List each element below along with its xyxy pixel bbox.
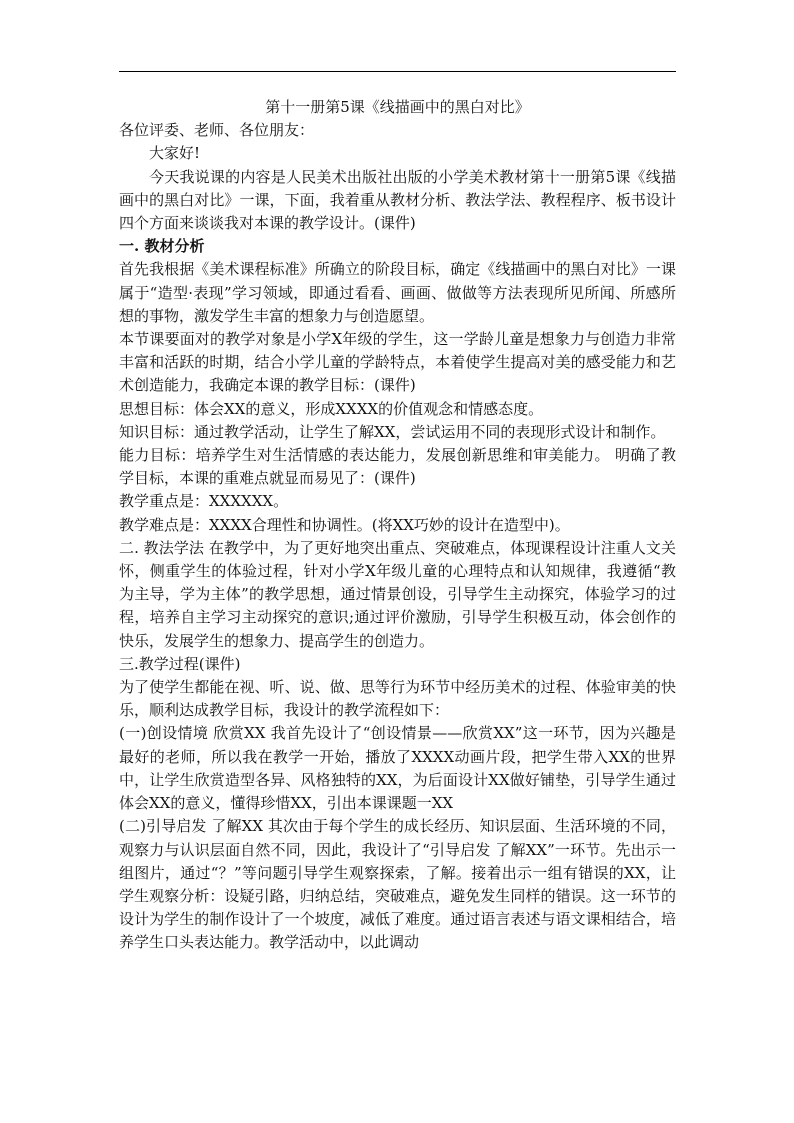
goal-thought: 思想目标：体会XX的意义，形成XXXX的价值观念和情感态度。 — [119, 399, 544, 418]
document-title: 第十一册第5课《线描画中的黑白对比》 — [265, 98, 530, 116]
analysis-paragraph-2: 本节课要面对的教学对象是小学X年级的学生，这一学龄儿童是想象力与创造力非常丰富和活跃的时期，结合小学儿童的学龄特点，本着使学生提高对美的感受能力和艺术创造能力，我确定本课的教学目标：(课件) — [119, 330, 676, 395]
salutation: 各位评委、老师、各位朋友： — [119, 121, 315, 140]
difficult-point: 教学难点是：XXXX合理性和协调性。(将XX巧妙的设计在造型中)。 — [119, 515, 570, 534]
process-intro: 为了使学生都能在视、听、说、做、思等行为环节中经历美术的过程、体验审美的快乐，顺利达成教学目标，我设计的教学流程如下： — [119, 678, 676, 720]
section-methods: 二. 教法学法 在教学中，为了更好地突出重点、突破难点，体现课程设计注重人文关怀，侧重学生的体验过程，针对小学X年级儿童的心理特点和认知规律，我遵循“教为主导，学为主体”的教学思想，通过情景创设，引导学生主动探究，体验学习的过程，培养自主学习主动探究的意识;通过评价激励，引导学生积极互动，体会创作的快乐，发展学生的想象力、提高学生的创造力。 — [119, 538, 676, 650]
goal-knowledge: 知识目标：通过教学活动，让学生了解XX，尝试运用不同的表现形式设计和制作。 — [119, 422, 666, 441]
intro-paragraph: 今天我说课的内容是人民美术出版社出版的小学美术教材第十一册第5课《线描画中的黑白对比》一课，下面，我着重从教材分析、教法学法、教程程序、板书设计四个方面来谈谈我对本课的教学设计。(课件) — [119, 167, 676, 233]
process-step-2: (二)引导启发 了解XX 其次由于每个学生的成长经历、知识层面、生活环境的不同，观察力与认识层面自然不同，因此，我设计了“引导启发 了解XX”一环节。先出示一组图片，通过“？”等问题引导学生观察探索，了解。接着出示一组有错误的XX，让学生观察分析：设疑引路，归纳总结，突破难点，避免发生同样的错误。这一环节的设计为学生的制作设计了一个坡度，减低了难度。通过语言表述与语文课相结合，培养学生口头表达能力。教学活动中，以此调动 — [119, 817, 676, 952]
process-step-1: (一)创设情境 欣赏XX 我首先设计了“创设情景——欣赏XX”这一环节，因为兴趣是最好的老师，所以我在教学一开始，播放了XXXX动画片段，把学生带入XX的世界中，让学生欣赏造型各异、风格独特的XX，为后面设计XX做好铺垫，引导学生通过体会XX的意义，懂得珍惜XX，引出本课课题一XX — [119, 724, 676, 813]
greeting: 大家好! — [149, 144, 201, 163]
section-heading-analysis: 一. 教材分析 — [119, 237, 205, 256]
header-rule — [119, 71, 676, 72]
document-body — [119, 96, 676, 955]
analysis-paragraph-1: 首先我根据《美术课程标准》所确立的阶段目标，确定《线描画中的黑白对比》一课属于“造型·表现”学习领域，即通过看看、画画、做做等方法表现所见所闻、所感所想的事物，激发学生丰富的想象力与创造愿望。 — [119, 260, 676, 325]
section-heading-process: 三.教学过程(课件) — [119, 654, 241, 673]
key-point: 教学重点是：XXXXXX。 — [119, 492, 289, 511]
goal-ability: 能力目标：培养学生对生活情感的表达能力，发展创新思维和审美能力。 明确了教学目标，本课的重难点就显而易见了：(课件) — [119, 446, 676, 488]
